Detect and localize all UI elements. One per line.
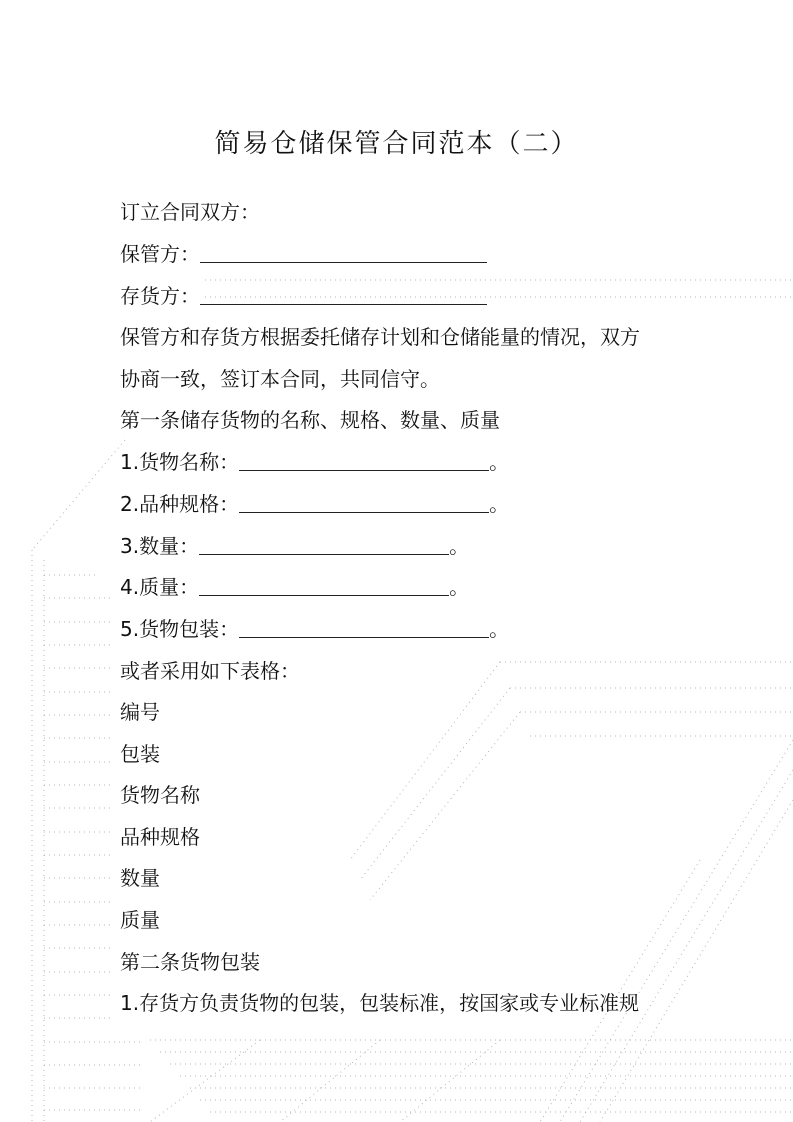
- table-field-variety-spec: [120, 823, 200, 851]
- line-suffix: 。: [489, 492, 510, 516]
- line-text: 数量: [120, 866, 160, 890]
- line-text: 订立合同双方：: [120, 200, 260, 224]
- line-text: 2.品种规格：: [120, 492, 240, 516]
- line-text: 1.存货方负责货物的包装，包装标准，按国家或专业标准规: [120, 991, 640, 1015]
- line-suffix: 。: [489, 617, 510, 641]
- line-text: 协商一致，签订本合同，共同信守。: [120, 367, 440, 391]
- article-two-heading: [120, 948, 260, 976]
- goods-name-blank-field[interactable]: [239, 448, 489, 471]
- custodian-line: [120, 240, 487, 268]
- line-text: 品种规格: [120, 825, 200, 849]
- table-field-quality: [120, 906, 160, 934]
- document-title: 简易仓储保管合同范本（二）: [214, 129, 579, 159]
- goods-packaging-line: [120, 615, 509, 643]
- variety-spec-line: [120, 490, 509, 518]
- line-text: 包装: [120, 742, 160, 766]
- line-text: 保管方：: [120, 242, 200, 266]
- table-field-goods-name: [120, 781, 200, 809]
- custodian-blank-field[interactable]: [200, 240, 487, 263]
- line-suffix: 。: [449, 534, 470, 558]
- table-field-number: [120, 698, 160, 726]
- quality-blank-field[interactable]: [199, 573, 449, 596]
- line-text: 保管方和存货方根据委托储存计划和仓储能量的情况，双方: [120, 325, 640, 349]
- line-suffix: 。: [489, 450, 510, 474]
- depositor-line: [120, 282, 487, 310]
- preamble-line-1: [120, 323, 640, 351]
- line-text: 货物名称: [120, 783, 200, 807]
- line-suffix: 。: [449, 575, 470, 599]
- table-intro-line: [120, 657, 300, 685]
- variety-spec-blank-field[interactable]: [239, 490, 489, 513]
- depositor-blank-field[interactable]: [200, 282, 487, 305]
- line-text: 第一条储存货物的名称、规格、数量、质量: [120, 408, 500, 432]
- goods-packaging-blank-field[interactable]: [239, 615, 489, 638]
- quality-line: [120, 573, 469, 601]
- line-text: 或者采用如下表格：: [120, 659, 300, 683]
- table-field-packaging: [120, 740, 160, 768]
- article-two-clause-1: [120, 989, 639, 1017]
- line-text: 编号: [120, 700, 160, 724]
- quantity-line: [120, 532, 469, 560]
- line-text: 5.货物包装：: [120, 617, 240, 641]
- line-text: 存货方：: [120, 284, 200, 308]
- line-text: 第二条货物包装: [120, 950, 260, 974]
- line-text: 4.质量：: [120, 575, 200, 599]
- quantity-blank-field[interactable]: [199, 532, 449, 555]
- line-text: 1.货物名称：: [120, 450, 240, 474]
- table-field-quantity: [120, 864, 160, 892]
- preamble-line-2: [120, 365, 440, 393]
- line-text: 质量: [120, 908, 160, 932]
- contract-parties-heading: [120, 198, 260, 226]
- goods-name-line: [120, 448, 509, 476]
- article-one-heading: [120, 406, 500, 434]
- line-text: 3.数量：: [120, 534, 200, 558]
